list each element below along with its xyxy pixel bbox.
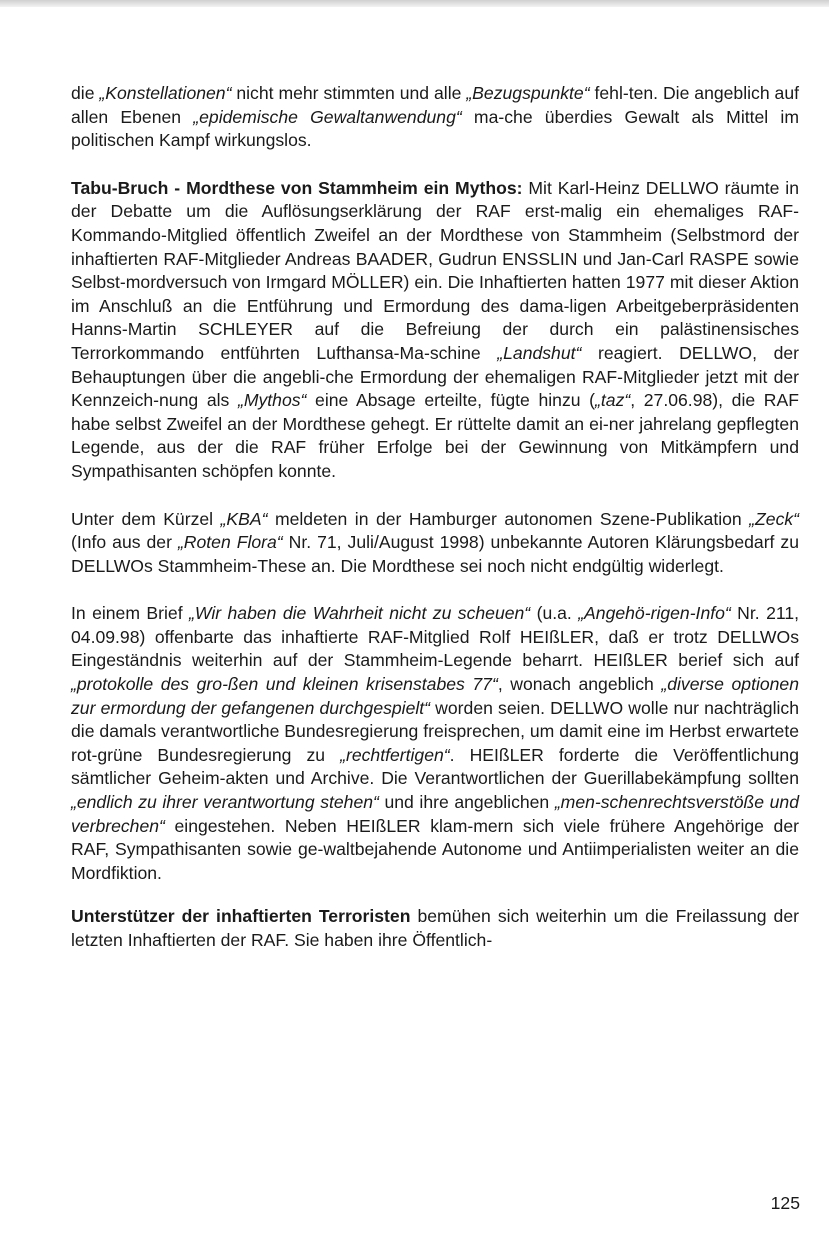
paragraph-unterstuetzer (71, 905, 799, 952)
text-run: , wonach angeblich (497, 674, 662, 695)
quoted-term: „Bezugspunkte“ (466, 83, 590, 103)
document-page (71, 82, 799, 953)
text-run: . HEIßLER forderte die Veröffentlichung sämtlicher Geheim-akten und Archive. Die Verantwortlichen der Guerillabekämpfung sollten (71, 744, 799, 789)
quoted-term: „protokolle des gro-ßen und kleinen krisenstabes 77“ (71, 674, 498, 695)
scan-edge (0, 0, 829, 7)
text-run: und ihre angeblichen (378, 792, 555, 813)
text-run: die (71, 83, 100, 103)
quoted-term: „rechtfertigen“ (340, 744, 450, 765)
text-run: fehl-ten. Die angeblich auf allen Ebenen (71, 83, 799, 127)
paragraph-kba (71, 508, 799, 579)
lead-in-heading: Unterstützer der inhaftierten Terroristen (71, 906, 411, 927)
page-number: 125 (770, 1193, 800, 1213)
text-run: , 27.06.98), die RAF habe selbst Zweifel an der Mordthese gehegt. Er rüttelte damit an ei-ner jahrelang gepflegten Legende, aus der die RAF früher Erfolge bei der Gewinnung von Mitkämpfern und Sympathisanten schöpfen konnte. (71, 390, 799, 481)
quoted-term: „taz“ (595, 390, 631, 411)
quoted-term: „KBA“ (220, 508, 268, 529)
quoted-term: „diverse optionen zur ermordung der gefangenen durchgespielt“ (71, 674, 800, 718)
text-run: eine Absage erteilte, fügte hinzu ( (306, 390, 596, 411)
text-run: (u.a. (530, 603, 579, 624)
text-run: (Info aus der (71, 532, 178, 553)
quoted-term: „Angehö-rigen-Info“ (578, 603, 731, 624)
quoted-term: „endlich zu ihrer verantwortung stehen“ (71, 792, 379, 813)
quoted-term: „Roten Flora“ (177, 532, 283, 553)
quoted-term: „Mythos“ (237, 390, 307, 411)
lead-in-heading: Tabu-Bruch - Mordthese von Stammheim ein Mythos: (71, 177, 523, 198)
paragraph-tabu-bruch (71, 177, 799, 484)
text-run: nicht mehr stimmten und alle (231, 83, 467, 103)
quoted-term: „men-schenrechtsverstöße und verbrechen“ (71, 792, 799, 836)
paragraph-heissler-letter (71, 602, 799, 885)
quoted-term: „Landshut“ (497, 342, 582, 363)
text-run: bemühen sich weiterhin um die Freilassung der letzten Inhaftierten der RAF. Sie haben ihre Öffentlich- (71, 906, 799, 950)
text-run: meldeten in der Hamburger autonomen Szene-Publikation (267, 508, 750, 529)
quoted-term: „Konstellationen“ (99, 83, 232, 103)
text-run: Unter dem Kürzel (71, 508, 221, 529)
text-run: Mit Karl-Heinz DELLWO räumte in der Debatte um die Auflösungserklärung der RAF erst-malig ein ehemaliges RAF-Kommando-Mitglied öffentlich Zweifel an der Mordthese von Stammheim (Selbstmord der inhaftierten RAF-Mitglieder Andreas BAADER, Gudrun ENSSLIN und Jan-Carl RASPE sowie Selbst-mordversuch von Irmgard MÖLLER) ein. Die Inhaftierten hatten 1977 mit dieser Aktion im Anschluß an die Entführung und Ermordung des dama-ligen Arbeitgeberpräsidenten Hanns-Martin SCHLEYER auf die Befreiung der durch ein palästinensisches Terrorkommando entführten Lufthansa-Ma-schine (71, 177, 799, 363)
quoted-term: „Wir haben die Wahrheit nicht zu scheuen“ (189, 603, 531, 624)
text-run: Nr. 211, 04.09.98) offenbarte das inhaftierte RAF-Mitglied Rolf HEIßLER, daß er trotz DELLWOs Eingeständnis weiterhin auf der Stammheim-Legende beharrt. HEIßLER berief sich auf (71, 603, 800, 671)
quoted-term: „epidemische Gewaltanwendung“ (193, 106, 462, 127)
text-run: Nr. 71, Juli/August 1998) unbekannte Autoren Klärungsbedarf zu DELLWOs Stammheim-These an. Die Mordthese sei noch nicht endgültig widerlegt. (71, 532, 800, 576)
text-run: reagiert. DELLWO, der Behauptungen über die angebli-che Ermordung der ehemaligen RAF-Mitglieder jetzt mit der Kennzeich-nung als (71, 342, 799, 411)
paragraph-intro-conclusion (71, 82, 799, 153)
quoted-term: „Zeck“ (749, 508, 800, 529)
text-run: eingestehen. Neben HEIßLER klam-mern sich viele frühere Angehörige der RAF, Sympathisanten sowie ge-waltbejahende Autonome und Antiimperialisten weiter an die Mordfiktion. (71, 815, 799, 883)
text-run: worden seien. DELLWO wolle nur nachträglich die damals verantwortliche Bundesregierung freisprechen, um damit eine im Herbst erwartete rot-grüne Bundesregierung zu (71, 697, 799, 765)
text-run: In einem Brief (71, 603, 190, 624)
text-run: ma-che überdies Gewalt als Mittel im politischen Kampf wirkungslos. (71, 106, 799, 151)
